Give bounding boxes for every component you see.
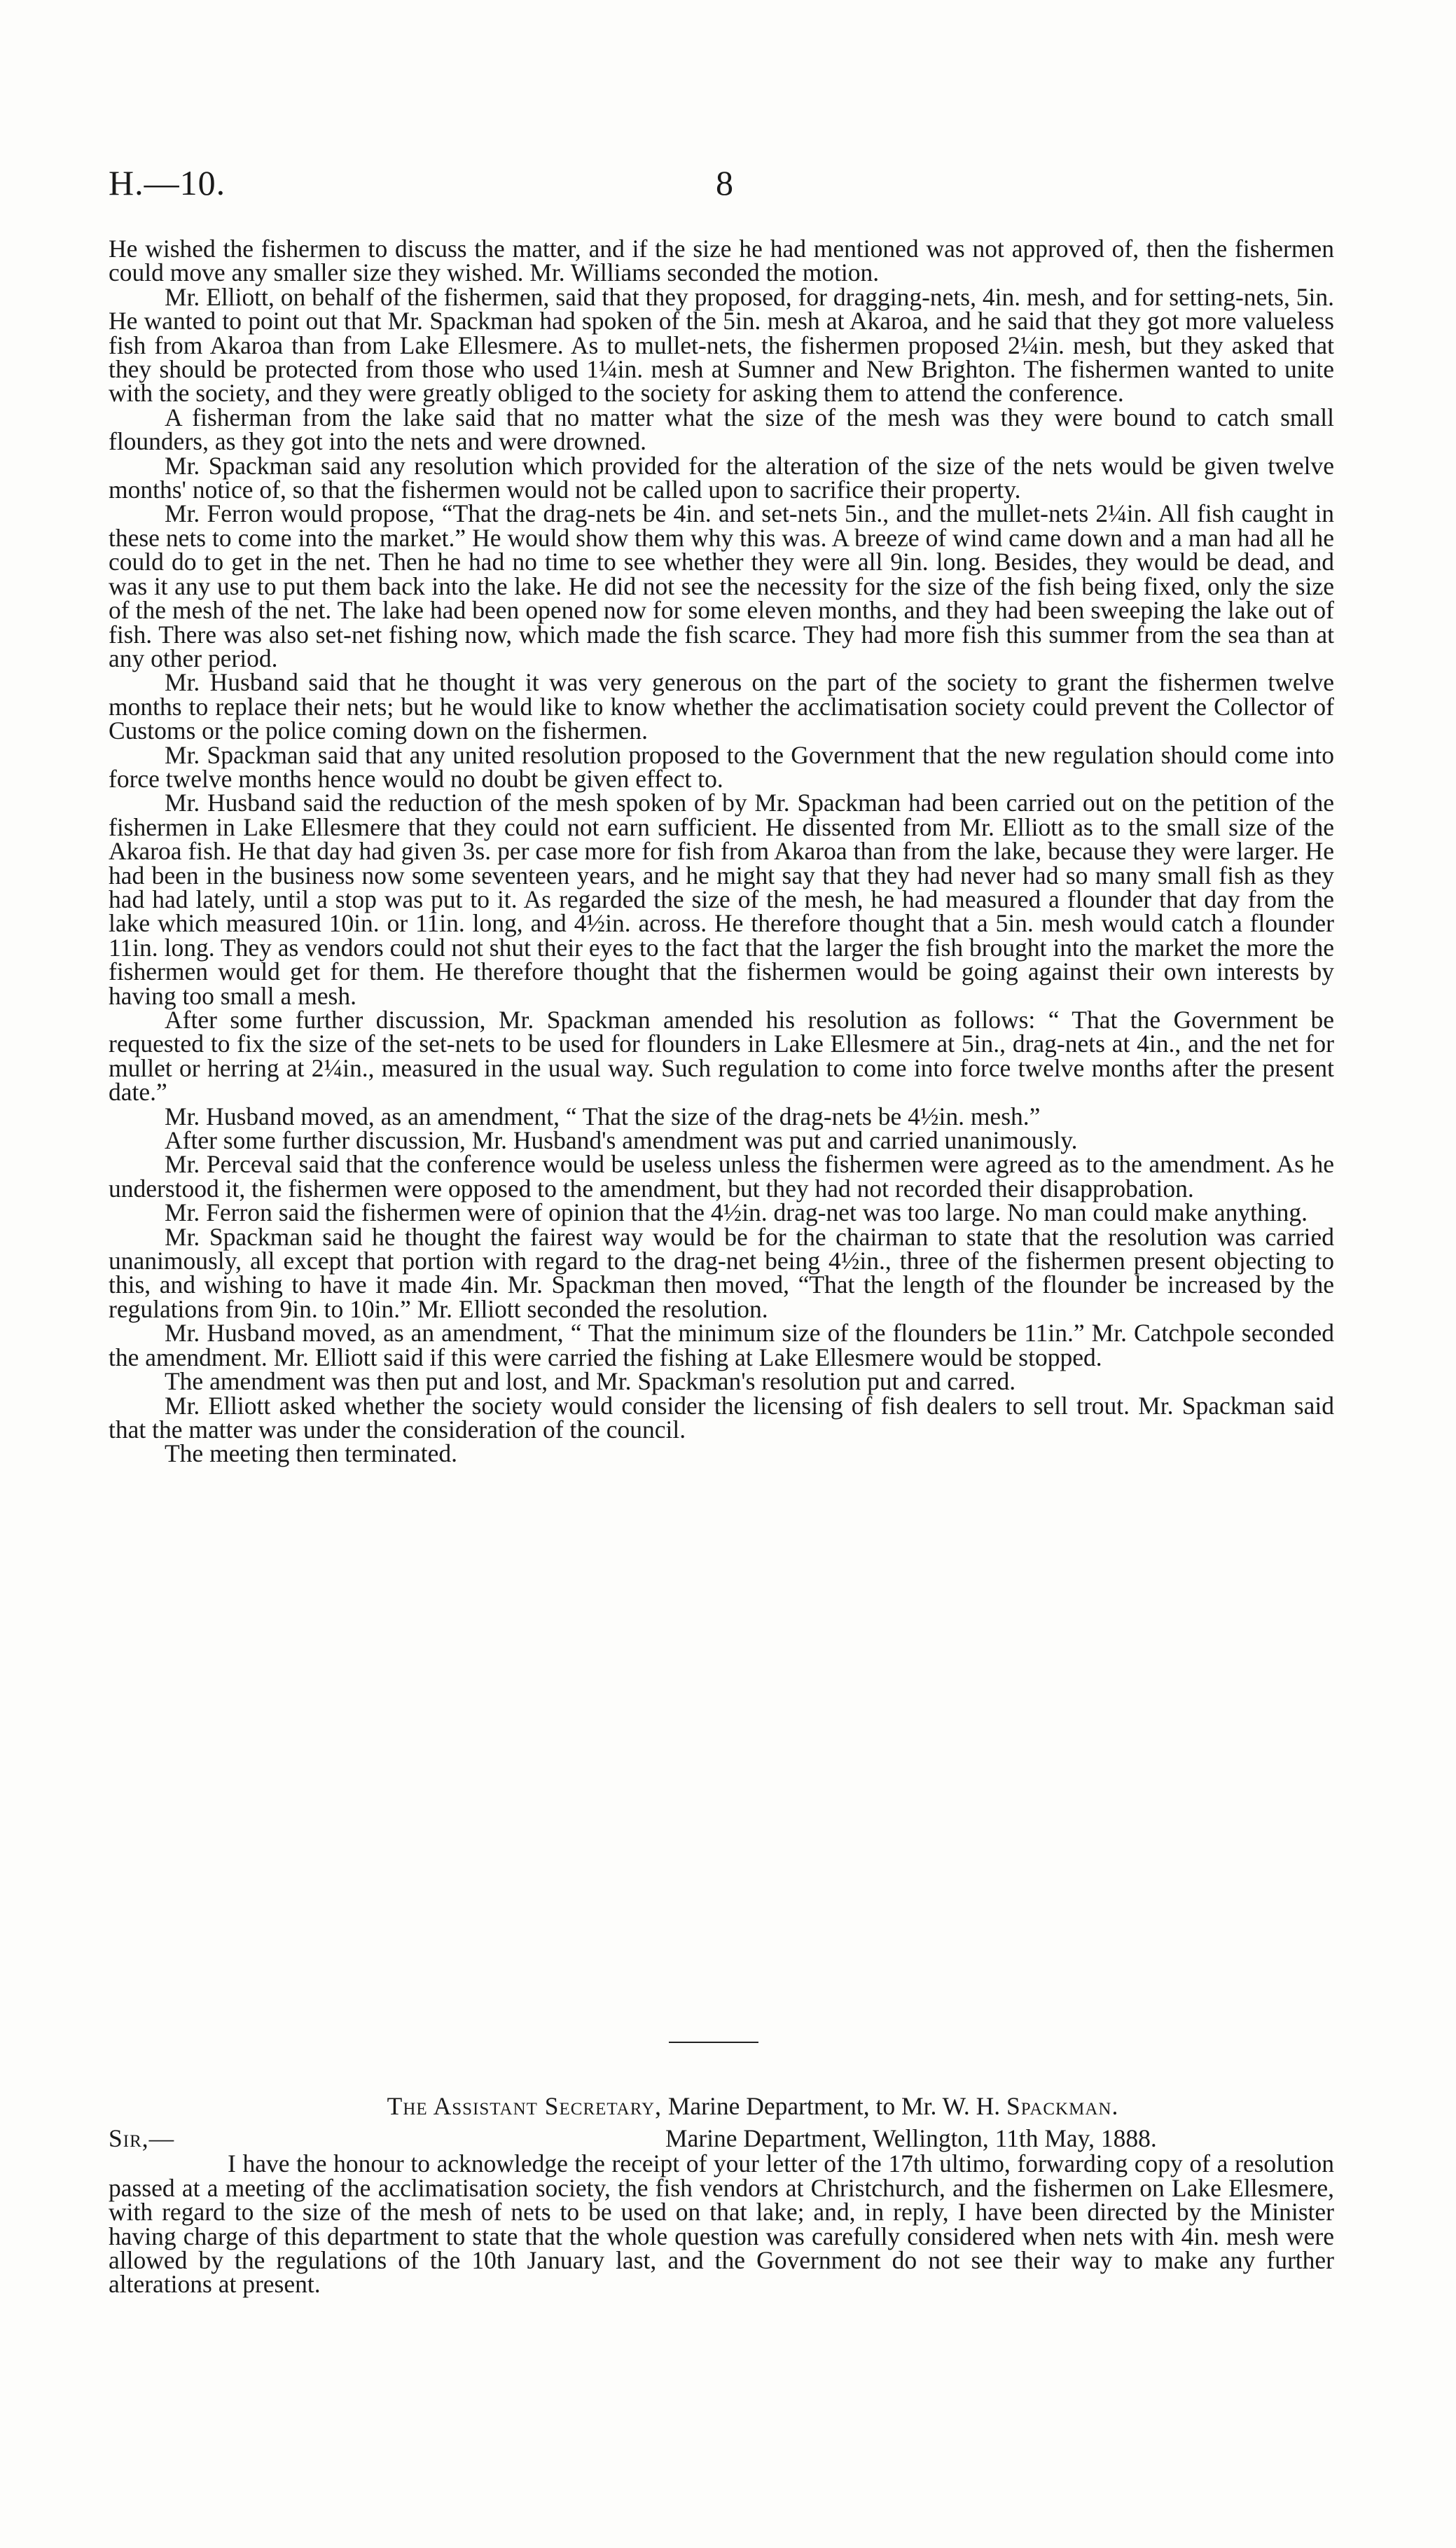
minutes-body	[109, 237, 1334, 1466]
place-date: Marine Department, Wellington, 11th May, 1888.	[665, 2124, 1157, 2153]
paragraph: Mr. Spackman said that any united resolution proposed to the Government that the new regulation should come into force twelve months hence would no doubt be given effect to.	[109, 740, 1334, 793]
paragraph: The meeting then terminated.	[165, 1439, 457, 1468]
paragraph: Mr. Ferron said the fishermen were of opinion that the 4½in. drag-net was too large. No man could make anything.	[165, 1198, 1308, 1227]
paragraph: He wished the fishermen to discuss the matter, and if the size he had mentioned was not approved of, then the fishermen could move any smaller size they wished. Mr. Williams seconded the motion.	[109, 235, 1334, 287]
section-divider	[669, 2042, 758, 2043]
paragraph: Mr. Perceval said that the conference would be useless unless the fishermen were agreed as to the amendment. As he understood it, the fishermen were opposed to the amendment, but they had not recorded their disapprobation.	[109, 1150, 1334, 1203]
letter-body: I have the honour to acknowledge the receipt of your letter of the 17th ultimo, forwarding copy of a resolution passed at a meeting of the acclimatisation society, the fish vendors at Christchurch, and the fishermen on Lake Ellesmere, with regard to the size of the mesh of nets to be used on that lake; and, in reply, I have been directed by the Minister having charge of this department to state that the whole question was carefully considered when nets with 4in. mesh were allowed by the regulations of the 10th January last, and the Government do not see their way to make any further alterations at present.	[109, 2149, 1334, 2299]
paragraph: Mr. Husband moved, as an amendment, “ That the minimum size of the flounders be 11in.” Mr. Catchpole seconded the amendment. Mr. Elliott said if this were carried the fishing at Lake Ellesmere would be stopped.	[109, 1319, 1334, 1371]
paragraph: Mr. Spackman said any resolution which provided for the alteration of the size of the nets would be given twelve months' notice of, so that the fishermen would not be called upon to sacrifice their property.	[109, 451, 1334, 504]
paragraph: The amendment was then put and lost, and Mr. Spackman's resolution put and carred.	[165, 1367, 1016, 1396]
document-reference: H.—10.	[109, 163, 226, 202]
paragraph: After some further discussion, Mr. Husband's amendment was put and carried unanimously.	[165, 1126, 1078, 1155]
paragraph: Mr. Husband moved, as an amendment, “ That the size of the drag-nets be 4½in. mesh.”	[165, 1102, 1041, 1130]
paragraph: Mr. Ferron would propose, “That the drag-nets be 4in. and set-nets 5in., and the mullet-nets 2¼in. All fish caught in these nets to come into the market.” He would show them why this was. A breeze of wind came down and a man had all he could do to get in the net. Then he had no time to see whether they were all 9in. long. Besides, they would be dead, and was it any use to put them back into the lake. He did not see the necessity for the size of the fish being fixed, only the size of the mesh of the net. The lake had been opened now for some eleven months, and they had been sweeping the lake out of fish. There was also set-net fishing now, which made the fish scarce. They had more fish this summer from the sea than at any other period.	[109, 499, 1334, 672]
letter-department: Marine Department, to Mr. W. H.	[667, 2092, 1001, 2120]
paragraph: Mr. Spackman said he thought the fairest way would be for the chairman to state that the resolution was carried unanimously, all except that portion with regard to the drag-net being 4½in., three of the fishermen present objecting to this, and wishing to have it made 4in. Mr. Spackman then moved, “That the length of the flounder be increased by the regulations from 9in. to 10in.” Mr. Elliott seconded the resolution.	[109, 1222, 1334, 1323]
paragraph: After some further discussion, Mr. Spackman amended his resolution as follows: “ That the Government be requested to fix the size of the set-nets to be used for flounders in Lake Ellesmere at 5in., drag-nets at 4in., and the net for mullet or herring at 2¼in., measured in the usual way. Such regulation to come into force twelve months after the present date.”	[109, 1006, 1334, 1107]
letter-title	[109, 2094, 1334, 2118]
paragraph: Mr. Elliott, on behalf of the fishermen, said that they proposed, for dragging-nets, 4in. mesh, and for setting-nets, 5in. He wanted to point out that Mr. Spackman had spoken of the 5in. mesh at Akaroa, and he said that they got more valueless fish from Akaroa than from Lake Ellesmere. As to mullet-nets, the fishermen proposed 2¼in. mesh, but they asked that they should be protected from those who used 1¼in. mesh at Sumner and New Brighton. The fishermen wanted to unite with the society, and they were greatly obliged to the society for asking them to attend the conference.	[109, 282, 1334, 408]
letter	[109, 2094, 1334, 2297]
paragraph: Mr. Elliott asked whether the society would consider the licensing of fish dealers to sell trout. Mr. Spackman said that the matter was under the consideration of the council.	[109, 1391, 1334, 1443]
letter-sender: The Assistant Secretary,	[387, 2092, 662, 2120]
paragraph: A fisherman from the lake said that no matter what the size of the mesh was they were bound to catch small flounders, as they got into the nets and were drowned.	[109, 403, 1334, 456]
salutation: Sir,—	[109, 2124, 175, 2153]
letter-recipient: Spackman.	[1006, 2092, 1119, 2120]
paragraph: Mr. Husband said the reduction of the mesh spoken of by Mr. Spackman had been carried out on the petition of the fishermen in Lake Ellesmere that they could not earn sufficient. He dissented from Mr. Elliott as to the small size of the Akaroa fish. He that day had given 3s. per case more for fish from Akaroa than from the lake, because they were larger. He had been in the business now some seventeen years, and he might say that they had never had so many small fish as they had had lately, until a stop was put to it. As regarded the size of the mesh, he had measured a flounder that day from the lake which measured 10in. or 11in. long, and 4½in. across. He therefore thought that a 5in. mesh would catch a flounder 11in. long. They as vendors could not shut their eyes to the fact that the larger the fish brought into the market the more the fishermen would get for them. He therefore thought that the fishermen would be going against their own interests by having too small a mesh.	[109, 789, 1334, 1010]
paragraph: Mr. Husband said that he thought it was very generous on the part of the society to grant the fishermen twelve months to replace their nets; but he would like to know whether the acclimatisation society could prevent the Collector of Customs or the police coming down on the fishermen.	[109, 668, 1334, 745]
page-number: 8	[716, 163, 733, 202]
salutation-row	[109, 2126, 1334, 2152]
